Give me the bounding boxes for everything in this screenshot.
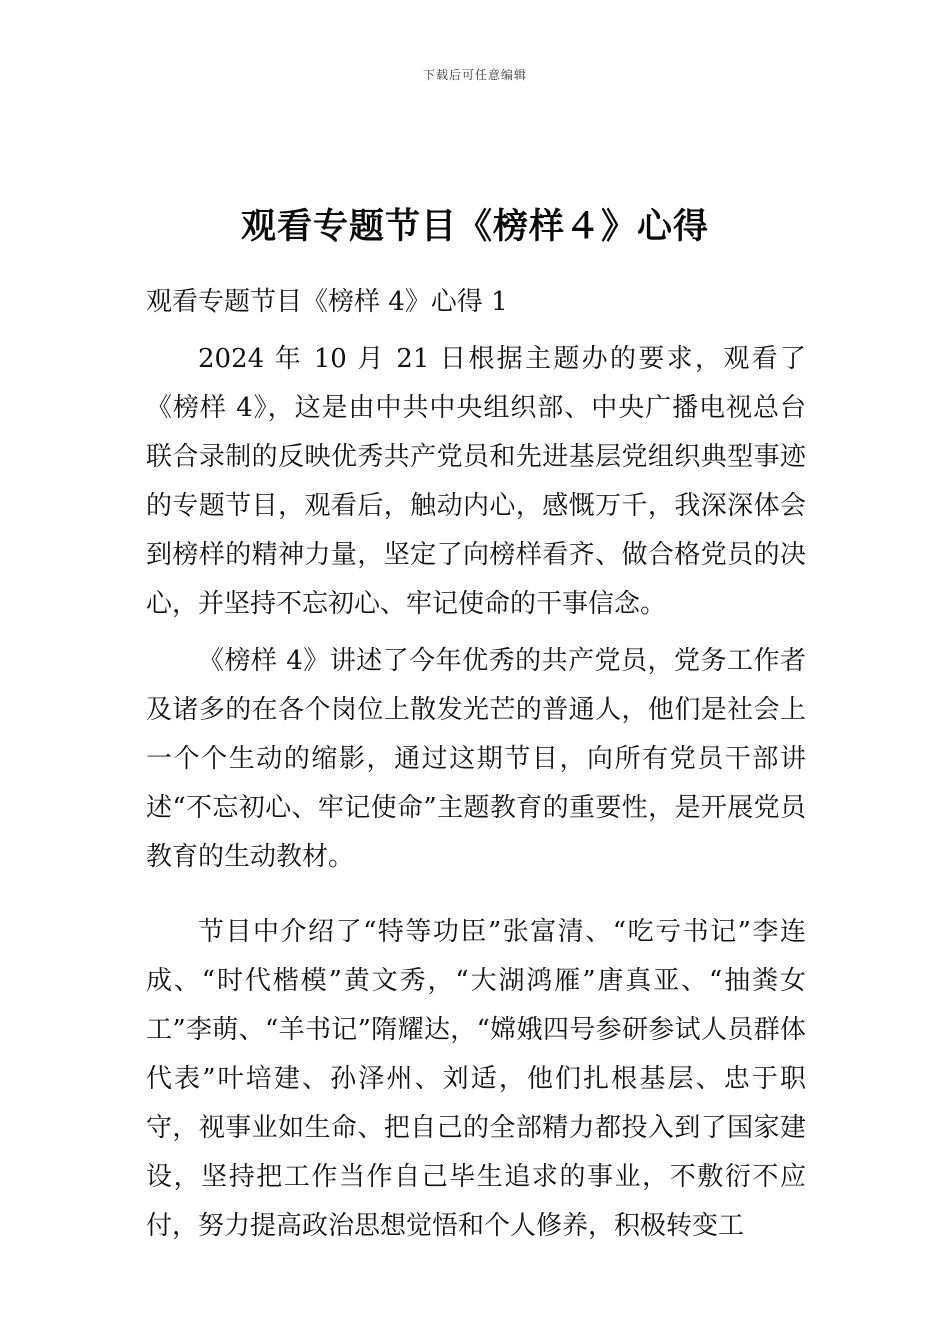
document-title: 观看专题节目《榜样４》心得 [240,207,709,248]
header-note: 下载后可任意编辑 [422,68,527,82]
paragraph-1: 2024 年 10 月 21 日根据主题办的要求，观看了《榜样 4》，这是由中共中央组织部、中央广播电视总台联合录制的反映优秀共产党员和先进基层党组织典型事迹的专题节目，观看后，触动内心，感慨万千，我深深体会到榜样的精神力量，坚定了向榜样看齐、做合格党员的决心，并坚持不忘初心、牢记使命的干事信念。 [146,344,806,619]
paragraph-3: 节目中介绍了“特等功臣”张富清、“吃亏书记”李连成、“时代楷模”黄文秀，“大湖鸿雁”唐真亚、“抽粪女工”李萌、“羊书记”隋耀达，“嫦娥四号参研参试人员群体代表”叶培建、孙泽州、刘适，他们扎根基层、忠于职守，视事业如生命、把自己的全部精力都投入到了国家建设，坚持把工作当作自己毕生追求的事业，不敷衍不应付，努力提高政治思想觉悟和个人修养，积极转变工 [146,917,806,1241]
document-body [146,278,806,1251]
section-heading: 观看专题节目《榜样 4》心得 1 [146,287,508,317]
paragraph-2: 《榜样 4》讲述了今年优秀的共产党员，党务工作者及诸多的在各个岗位上散发光芒的普通人，他们是社会上一个个生动的缩影，通过这期节目，向所有党员干部讲述“不忘初心、牢记使命”主题教育的重要性，是开展党员教育的生动教材。 [146,646,806,872]
